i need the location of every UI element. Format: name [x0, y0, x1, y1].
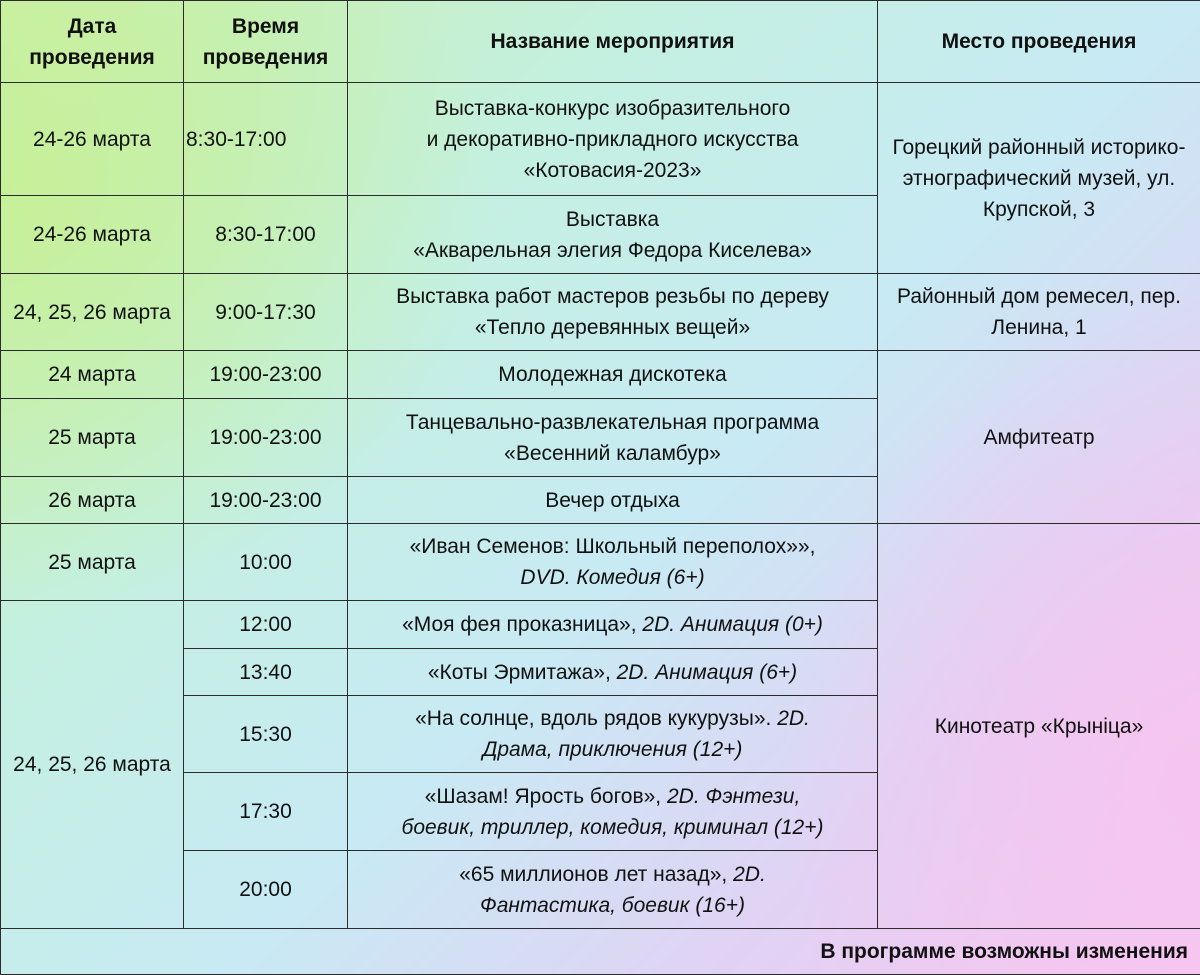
- event-cell: «На солнце, вдоль рядов кукурузы». 2D. Драма, приключения (12+): [348, 696, 878, 773]
- footer-note: В программе возможны изменения: [1, 929, 1200, 975]
- header-date: Дата проведения: [1, 1, 184, 83]
- time-cell: 10:00: [184, 524, 348, 601]
- time-cell: 19:00-23:00: [184, 351, 348, 399]
- time-cell: 13:40: [184, 649, 348, 696]
- place-cell-cinema: Кинотеатр «Крыніца»: [878, 524, 1200, 929]
- time-cell: 12:00: [184, 601, 348, 649]
- event-cell: «Моя фея проказница», 2D. Анимация (0+): [348, 601, 878, 649]
- time-cell: 8:30-17:00: [184, 83, 348, 196]
- place-cell-amphitheatre: Амфитеатр: [878, 351, 1200, 524]
- table-row: [1, 524, 1200, 601]
- date-cell: 24-26 марта: [1, 196, 184, 274]
- table-row: [1, 83, 1200, 196]
- time-cell: 17:30: [184, 773, 348, 851]
- table-row: [1, 274, 1200, 351]
- date-cell: 24, 25, 26 марта: [1, 601, 184, 929]
- event-cell: «Шазам! Ярость богов», 2D. Фэнтези, боевик, триллер, комедия, криминал (12+): [348, 773, 878, 851]
- header-time: Время проведения: [184, 1, 348, 83]
- event-cell: «Коты Эрмитажа», 2D. Анимация (6+): [348, 649, 878, 696]
- footer-row: [1, 929, 1200, 975]
- time-cell: 20:00: [184, 851, 348, 929]
- place-cell-museum: Горецкий районный историко-этнографический музей, ул. Крупской, 3: [878, 83, 1200, 274]
- date-cell: 25 марта: [1, 524, 184, 601]
- time-cell: 15:30: [184, 696, 348, 773]
- event-cell: Танцевально-развлекательная программа «Весенний каламбур»: [348, 399, 878, 477]
- time-cell: 19:00-23:00: [184, 399, 348, 477]
- place-cell-crafts: Районный дом ремесел, пер. Ленина, 1: [878, 274, 1200, 351]
- date-cell: 24-26 марта: [1, 83, 184, 196]
- event-cell: «Иван Семенов: Школьный переполох»», DVD. Комедия (6+): [348, 524, 878, 601]
- time-cell: 19:00-23:00: [184, 477, 348, 524]
- header-place: Место проведения: [878, 1, 1200, 83]
- date-cell: 24, 25, 26 марта: [1, 274, 184, 351]
- event-cell: Молодежная дискотека: [348, 351, 878, 399]
- date-cell: 26 марта: [1, 477, 184, 524]
- event-cell: Выставка «Акварельная элегия Федора Киселева»: [348, 196, 878, 274]
- event-cell: Выставка работ мастеров резьбы по дереву «Тепло деревянных вещей»: [348, 274, 878, 351]
- time-cell: 8:30-17:00: [184, 196, 348, 274]
- event-cell: «65 миллионов лет назад», 2D. Фантастика, боевик (16+): [348, 851, 878, 929]
- header-row: [1, 1, 1200, 83]
- event-cell: Выставка-конкурс изобразительного и декоративно-прикладного искусства «Котовасия-2023»: [348, 83, 878, 196]
- date-cell: 25 марта: [1, 399, 184, 477]
- event-cell: Вечер отдыха: [348, 477, 878, 524]
- date-cell: 24 марта: [1, 351, 184, 399]
- table-row: [1, 351, 1200, 399]
- header-event: Название мероприятия: [348, 1, 878, 83]
- time-cell: 9:00-17:30: [184, 274, 348, 351]
